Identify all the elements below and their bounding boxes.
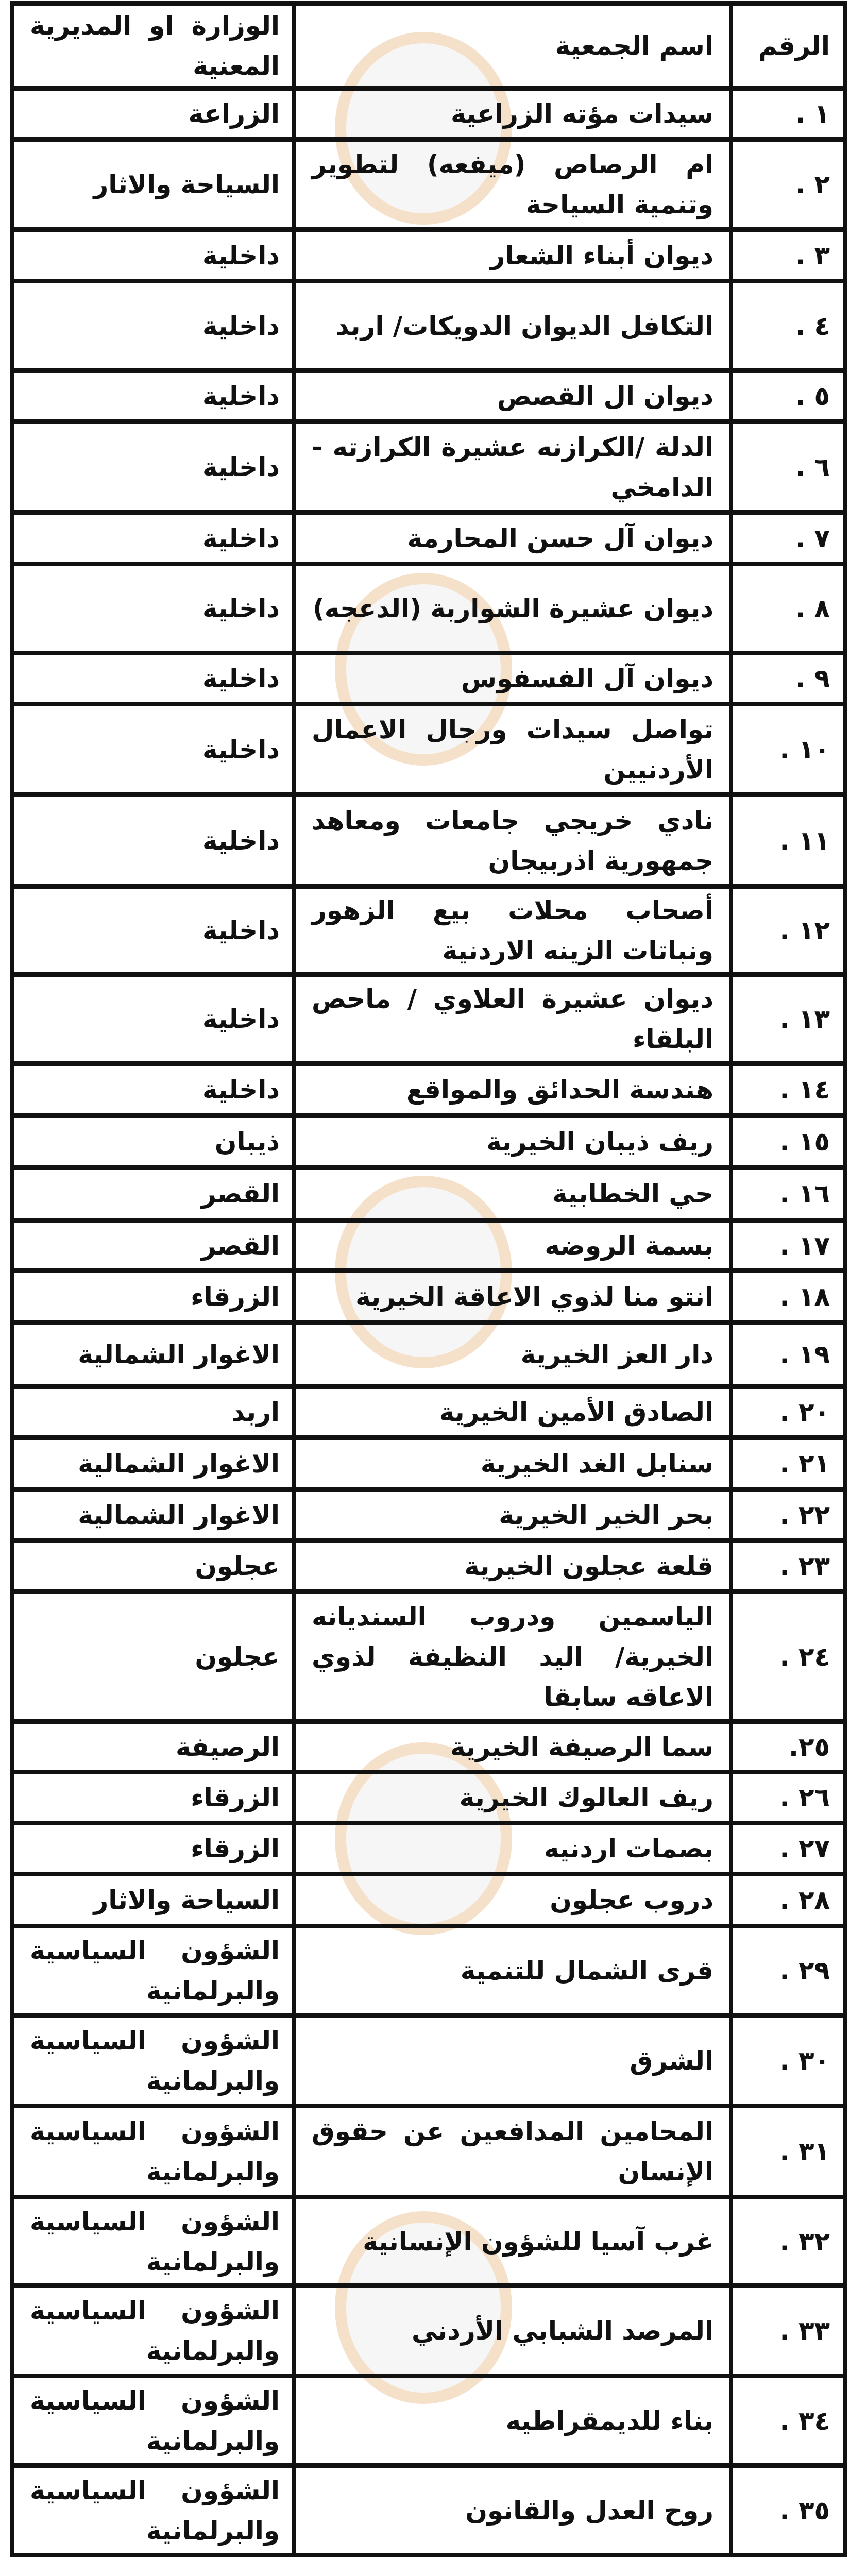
ministry-name: الرصيفة	[175, 1732, 280, 1762]
association-name: هندسة الحدائق والمواقع	[292, 1066, 729, 1113]
association-name: ريف ذيبان الخيرية	[292, 1118, 729, 1165]
ministry-name: الاغوار الشمالية	[78, 1500, 280, 1530]
association-name: ديوان عشيرة الشواربة (الدعجه)	[292, 566, 729, 651]
table-header-row	[14, 6, 843, 91]
table-row	[14, 1223, 843, 1273]
association-name: بصمات اردنيه	[292, 1825, 729, 1872]
table-row	[14, 283, 843, 373]
table-row	[14, 2288, 843, 2378]
table-row	[14, 1594, 843, 1724]
ministry-name: الشؤون السياسية والبرلمانية	[30, 2475, 280, 2546]
association-name: بحر الخير الخيرية	[292, 1492, 729, 1538]
table-row	[14, 566, 843, 655]
table-row	[14, 424, 843, 515]
table-row	[14, 1825, 843, 1876]
association-name: قرى الشمال للتنمية	[292, 1928, 729, 2013]
association-name: ديوان عشيرة العلاوي / ماحص البلقاء	[292, 977, 729, 1061]
row-number: ١٣ .	[729, 977, 843, 1061]
table-row	[14, 1325, 843, 1389]
header-ministry: الوزارة او المديرية المعنية	[30, 11, 280, 81]
ministry-name: داخلية	[202, 240, 280, 270]
association-name: روح العدل والقانون	[292, 2468, 729, 2553]
row-number: ٧ .	[729, 515, 843, 562]
table-row	[14, 91, 843, 142]
row-number: ٢٥.	[729, 1724, 843, 1770]
row-number: ٣٢ .	[729, 2199, 843, 2283]
association-name: أصحاب محلات بيع الزهور ونباتات الزينه الاردنية	[292, 889, 729, 972]
row-number: ٢٦ .	[729, 1774, 843, 1821]
ministry-name: الاغوار الشمالية	[78, 1340, 280, 1369]
table-row	[14, 2199, 843, 2288]
row-number: ١٨ .	[729, 1273, 843, 1320]
ministry-name: السياحة والاثار	[93, 1885, 280, 1915]
row-number: ٣٠ .	[729, 2018, 843, 2104]
row-number: ١ .	[729, 91, 843, 137]
row-number: ٤ .	[729, 283, 843, 368]
table-row	[14, 1389, 843, 1440]
association-name: المحامين المدافعين عن حقوق الإنسان	[292, 2108, 729, 2195]
ministry-name: اربد	[231, 1397, 280, 1427]
association-name: قلعة عجلون الخيرية	[292, 1543, 729, 1589]
association-name: الشرق	[292, 2018, 729, 2104]
ministry-name: داخلية	[202, 452, 280, 482]
row-number: ١١ .	[729, 797, 843, 884]
row-number: ٣٤ .	[729, 2378, 843, 2463]
row-number: ٣١ .	[729, 2108, 843, 2195]
row-number: ٣٥ .	[729, 2468, 843, 2553]
association-name: انتو منا لذوي الاعاقة الخيرية	[292, 1273, 729, 1320]
ministry-name: الاغوار الشمالية	[78, 1449, 280, 1479]
ministry-name: السياحة والاثار	[93, 170, 280, 199]
table-row	[14, 2018, 843, 2108]
association-name: الدلة /الكرازنه عشيرة الكرازته - الدامخي	[292, 424, 729, 510]
row-number: ٢٠ .	[729, 1389, 843, 1435]
association-name: سنابل الغد الخيرية	[292, 1440, 729, 1487]
table-row	[14, 373, 843, 424]
ministry-name: داخلية	[202, 594, 280, 623]
row-number: ١٧ .	[729, 1223, 843, 1268]
table-row	[14, 1724, 843, 1774]
association-name: التكافل الديوان الدويكات/ اربد	[292, 283, 729, 368]
row-number: ٦ .	[729, 424, 843, 510]
association-name: الياسمين ودروب السنديانه الخيرية/ اليد النظيفة لذوي الاعاقه سابقا	[292, 1594, 729, 1719]
ministry-name: القصر	[201, 1179, 280, 1209]
ministry-name: الشؤون السياسية والبرلمانية	[30, 2206, 280, 2277]
ministry-name: ذيبان	[214, 1126, 280, 1157]
association-name: بناء للديمقراطيه	[292, 2378, 729, 2463]
row-number: ٣٣ .	[729, 2288, 843, 2374]
association-name: حي الخطابية	[292, 1170, 729, 1218]
association-name: دار العز الخيرية	[292, 1325, 729, 1384]
ministry-name: عجلون	[195, 1551, 280, 1581]
row-number: ١٠ .	[729, 706, 843, 792]
ministry-name: الشؤون السياسية والبرلمانية	[30, 2116, 280, 2187]
ministry-name: داخلية	[202, 734, 280, 765]
table-row	[14, 142, 843, 232]
association-name: سيدات مؤته الزراعية	[292, 91, 729, 137]
row-number: ٢ .	[729, 142, 843, 227]
association-name: ام الرصاص (ميفعه) لتطوير وتنمية السياحة	[292, 142, 729, 227]
ministry-name: الشؤون السياسية والبرلمانية	[30, 2025, 280, 2096]
row-number: ١٩ .	[729, 1325, 843, 1384]
table-row	[14, 1170, 843, 1223]
association-name: ريف العالوك الخيرية	[292, 1774, 729, 1821]
table-row	[14, 1543, 843, 1594]
table-row	[14, 515, 843, 566]
ministry-name: الشؤون السياسية والبرلمانية	[30, 2385, 280, 2456]
table-row	[14, 1440, 843, 1492]
row-number: ١٥ .	[729, 1118, 843, 1165]
ministry-name: الشؤون السياسية والبرلمانية	[30, 1936, 280, 2006]
table-row	[14, 2378, 843, 2468]
ministry-name: داخلية	[202, 311, 280, 341]
ministry-name: الزرقاء	[191, 1834, 280, 1863]
table-row	[14, 1876, 843, 1928]
association-name: ديوان ال القصص	[292, 373, 729, 419]
association-name: ديوان آل الفسفوس	[292, 655, 729, 702]
row-number: ١٤ .	[729, 1066, 843, 1113]
row-number: ٨ .	[729, 566, 843, 651]
ministry-name: داخلية	[202, 523, 280, 553]
ministry-name: داخلية	[202, 664, 280, 693]
table-row	[14, 1492, 843, 1543]
ministry-name: داخلية	[202, 825, 280, 856]
ministry-name: داخلية	[202, 1004, 280, 1034]
ministry-name: الزرقاء	[191, 1783, 280, 1812]
table-row	[14, 2108, 843, 2199]
row-number: ٢٧ .	[729, 1825, 843, 1872]
association-name: المرصد الشبابي الأردني	[292, 2288, 729, 2374]
ministry-name: الشؤون السياسية والبرلمانية	[30, 2296, 280, 2366]
table-row	[14, 1273, 843, 1325]
row-number: ٢٣ .	[729, 1543, 843, 1589]
row-number: ٩ .	[729, 655, 843, 702]
table-row	[14, 1774, 843, 1825]
row-number: ٢٨ .	[729, 1876, 843, 1924]
ministry-name: داخلية	[202, 381, 280, 411]
table-body	[14, 91, 843, 2557]
ministry-name: الزراعة	[188, 99, 280, 129]
ministry-name: داخلية	[202, 1075, 280, 1105]
table-row	[14, 977, 843, 1066]
association-name: تواصل سيدات ورجال الاعمال الأردنيين	[292, 706, 729, 792]
table-row	[14, 655, 843, 706]
association-name: ديوان أبناء الشعار	[292, 232, 729, 279]
association-name: دروب عجلون	[292, 1876, 729, 1924]
row-number: ١٦ .	[729, 1170, 843, 1218]
table-row	[14, 797, 843, 889]
association-name: الصادق الأمين الخيرية	[292, 1389, 729, 1435]
table-row	[14, 2468, 843, 2557]
table-row	[14, 1066, 843, 1118]
table-row	[14, 1928, 843, 2018]
table-row	[14, 706, 843, 797]
ministry-name: داخلية	[202, 916, 280, 945]
table-row	[14, 232, 843, 283]
ministry-name: عجلون	[195, 1641, 280, 1672]
table-row	[14, 889, 843, 977]
row-number: ٢١ .	[729, 1440, 843, 1487]
row-number: ٣ .	[729, 232, 843, 279]
association-name: ديوان آل حسن المحارمة	[292, 515, 729, 562]
header-number: الرقم	[729, 6, 843, 86]
row-number: ٢٢ .	[729, 1492, 843, 1538]
ministry-name: القصر	[201, 1230, 280, 1261]
header-association-name: اسم الجمعية	[292, 6, 729, 86]
row-number: ٢٤ .	[729, 1594, 843, 1719]
row-number: ٥ .	[729, 373, 843, 419]
association-name: نادي خريجي جامعات ومعاهد جمهورية اذربيجان	[292, 797, 729, 884]
association-name: غرب آسيا للشؤون الإنسانية	[292, 2199, 729, 2283]
associations-table	[10, 1, 847, 2557]
association-name: سما الرصيفة الخيرية	[292, 1724, 729, 1770]
table-row	[14, 1118, 843, 1170]
association-name: بسمة الروضه	[292, 1223, 729, 1268]
row-number: ١٢ .	[729, 889, 843, 972]
ministry-name: الزرقاء	[191, 1281, 280, 1312]
row-number: ٢٩ .	[729, 1928, 843, 2013]
